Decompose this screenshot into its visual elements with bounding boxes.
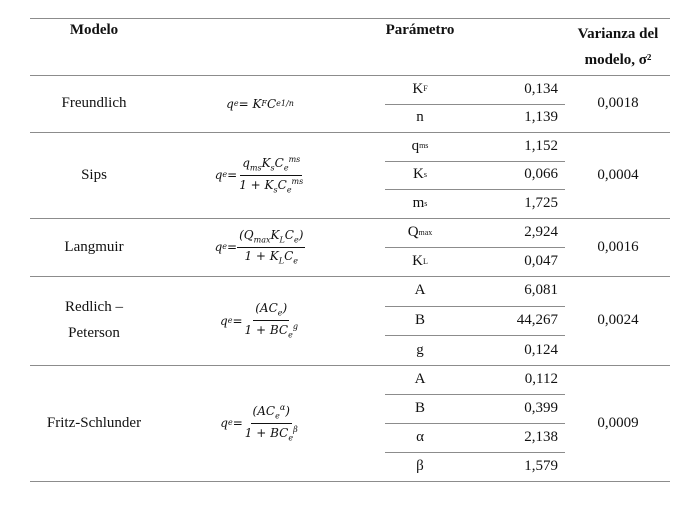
parameter-name: K F [412, 80, 428, 97]
model-formula: q e = $\frac{q_{ms}K_sC_e^{ms}}{1 + K_sC_e^{ms}}$ [214, 155, 304, 194]
parameter-value: 44,267 [516, 311, 558, 328]
parameter-value: 0,047 [524, 253, 558, 269]
parameter-name: A [414, 282, 426, 299]
parameter-value: 0,124 [524, 341, 558, 358]
model-name-line: Fritz-Schlunder [46, 414, 142, 431]
parameter-value: 6,081 [524, 282, 558, 299]
parameter-name: α [416, 429, 424, 445]
parameter-name: A [414, 371, 426, 387]
parameter-value: 1,579 [524, 458, 558, 474]
parameter-value: 2,138 [524, 429, 558, 445]
header-model: Modelo [69, 21, 119, 38]
header-variance [566, 18, 670, 76]
parameter-name: g [416, 341, 424, 358]
header-parameter: Parámetro [385, 21, 455, 38]
parameter-value: 1,139 [524, 109, 558, 126]
parameter-name: K L [412, 253, 428, 269]
model-name [30, 365, 158, 481]
parameter-value: 0,066 [524, 166, 558, 183]
header-variance-line2: modelo, σ² [584, 51, 652, 68]
model-formula: q e = K F C e 1/n [226, 96, 294, 111]
model-name-line: Langmuir [64, 238, 124, 255]
parameter-name: B [414, 311, 425, 328]
parameter-value: 0,112 [524, 371, 558, 387]
model-variance: 0,0009 [597, 414, 639, 431]
model-formula: q e = $\frac{(Q_{max}K_LC_e)}{1 + K_LC_e}$ [214, 228, 304, 265]
model-variance: 0,0024 [597, 312, 639, 328]
parameter-value: 1,152 [524, 137, 558, 154]
model-name [30, 276, 158, 365]
parameter-name: B [414, 400, 425, 416]
model-name-line: Redlich – [65, 299, 123, 315]
parameter-name: m s [412, 195, 428, 212]
header-variance-line1: Varianza del [577, 25, 659, 42]
model-name [30, 75, 158, 132]
model-name-line: Peterson [68, 325, 120, 341]
model-name [30, 132, 158, 218]
parameter-name: β [416, 458, 424, 474]
parameter-name: K s [413, 166, 427, 183]
row-divider [30, 481, 670, 482]
model-variance: 0,0004 [597, 166, 639, 183]
model-name [30, 218, 158, 276]
parameter-name: Q max [407, 224, 433, 240]
parameter-value: 0,399 [524, 400, 558, 416]
model-name-line: Sips [81, 166, 107, 183]
model-formula: q e = $\frac{(AC_e^\alpha)}{1 + BC_e^\beta}$ [220, 403, 298, 442]
model-variance: 0,0016 [597, 238, 639, 255]
parameter-name: q ms [411, 137, 429, 154]
model-formula: q e = $\frac{(AC_e)}{1 + BC_e^g}$ [220, 301, 298, 339]
model-variance: 0,0018 [597, 95, 639, 111]
parameter-value: 0,134 [524, 80, 558, 97]
parameter-value: 2,924 [524, 224, 558, 240]
parameter-value: 1,725 [524, 195, 558, 212]
model-name-line: Freundlich [61, 95, 127, 111]
parameter-name: n [416, 109, 424, 126]
